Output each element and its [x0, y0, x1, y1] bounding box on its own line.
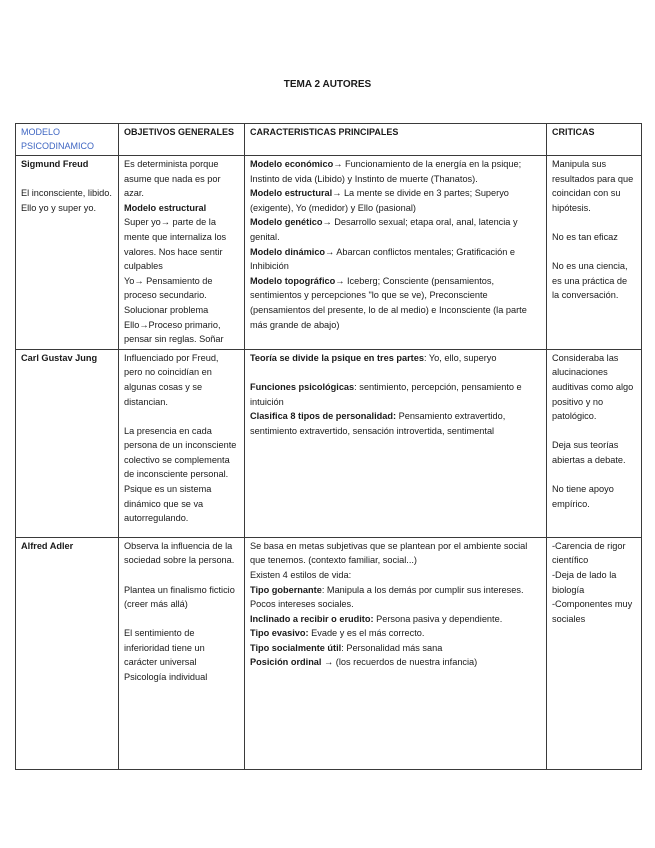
objective-text: La presencia en cada persona de un inconsciente colectivo se complementa de inconsciente personal. — [124, 425, 237, 480]
critique-text: -Carencia de rigor científico — [552, 540, 626, 566]
authors-table — [15, 123, 642, 770]
characteristic-item: Tipo gobernante: Manipula a los demás por cumplir sus intereses. Pocos intereses sociales. — [250, 584, 524, 610]
author-cell — [16, 156, 119, 350]
critique-text: No es una ciencia, es una práctica de la conversación. — [552, 261, 628, 301]
table-row — [16, 156, 642, 350]
critique-text: Deja sus teorías abiertas a debate. — [552, 440, 626, 465]
critique-text: No es tan eficaz — [552, 231, 618, 242]
critiques-cell — [547, 349, 642, 537]
author-cell — [16, 349, 119, 537]
objective-text: Yo→ Pensamiento de proceso secundario. Solucionar problema — [124, 275, 213, 315]
header-characteristics: CARACTERISTICAS PRINCIPALES — [245, 124, 547, 156]
objective-text: Plantea un finalismo ficticio (creer más allá) — [124, 584, 235, 610]
critique-text: No tiene apoyo empírico. — [552, 484, 614, 509]
header-model: MODELO PSICODINAMICO — [16, 124, 119, 156]
characteristic-text: Se basa en metas subjetivas que se plantean por el ambiente social que tenemos. (contexto familiar, social...) — [250, 540, 528, 566]
critiques-cell — [547, 537, 642, 769]
characteristic-item: Clasifica 8 tipos de personalidad: Pensamiento extravertido, sentimiento extravertido, sensación introvertida, sentimental — [250, 411, 506, 436]
characteristics-cell — [245, 537, 547, 769]
objective-heading: Modelo estructural — [124, 202, 207, 213]
header-critiques: CRITICAS — [547, 124, 642, 156]
objective-text: Super yo→ parte de la mente que internaliza los valores. Nos hace sentir culpables — [124, 217, 227, 272]
author-name: Carl Gustav Jung — [21, 352, 98, 363]
characteristic-item: Posición ordinal → (los recuerdos de nuestra infancia) — [250, 657, 478, 668]
critiques-cell — [547, 156, 642, 350]
document-title: TEMA 2 AUTORES — [283, 79, 372, 90]
author-note: El inconsciente, libido. Ello yo y super yo. — [21, 188, 112, 213]
characteristic-item: Modelo topográfico→ Iceberg; Consciente (pensamientos, sentimientos y percepciones "lo que se ve), Preconsciente (pensamientos del presente, lo de al medio) e Inconsciente (la parte más grande de abajo) — [250, 275, 527, 330]
author-cell — [16, 537, 119, 769]
author-name: Alfred Adler — [21, 540, 74, 551]
characteristic-item: Modelo estructural→ La mente se divide en 3 partes; Superyo (exigente), Yo (medidor) y Ello (pasional) — [250, 188, 509, 213]
characteristic-item: Modelo dinámico→ Abarcan conflictos mentales; Gratificación e Inhibición — [250, 246, 516, 272]
table-row — [16, 349, 642, 537]
objective-text: Observa la influencia de la sociedad sobre la persona. — [124, 540, 235, 566]
objectives-cell — [119, 349, 245, 537]
critique-text: Consideraba las alucinaciones auditivas como algo positivo y no patológico. — [552, 352, 634, 422]
objectives-cell — [119, 537, 245, 769]
objectives-cell — [119, 156, 245, 350]
objective-text: Ello→Proceso primario, pensar sin reglas. Soñar — [124, 319, 224, 345]
objective-text: Psicología individual — [124, 672, 208, 683]
critique-text: -Componentes muy sociales — [552, 599, 633, 624]
characteristic-item: Modelo genético→ Desarrollo sexual; etapa oral, anal, latencia y genital. — [250, 217, 518, 242]
header-row — [16, 124, 642, 156]
characteristics-cell — [245, 156, 547, 350]
author-name: Sigmund Freud — [21, 159, 89, 169]
characteristic-item: Funciones psicológicas: sentimiento, percepción, pensamiento e intuición — [250, 381, 522, 407]
characteristics-cell — [245, 349, 547, 537]
characteristic-item: Tipo socialmente útil: Personalidad más sana — [250, 642, 443, 653]
characteristic-item: Inclinado a recibir o erudito: Persona pasiva y dependiente. — [250, 613, 503, 624]
header-objectives: OBJETIVOS GENERALES — [119, 124, 245, 156]
table-row — [16, 537, 642, 769]
characteristic-item: Tipo evasivo: Evade y es el más correcto. — [250, 628, 425, 639]
objective-text: El sentimiento de inferioridad tiene un carácter universal — [124, 628, 205, 668]
characteristic-text: Existen 4 estilos de vida: — [250, 569, 352, 580]
characteristic-item: Teoría se divide la psique en tres partes: Yo, ello, superyo — [250, 352, 497, 363]
objective-text: Es determinista porque asume que nada es por azar. — [124, 159, 221, 199]
objective-text: Psique es un sistema dinámico que se va autorregulando. — [124, 484, 212, 524]
critique-text: -Deja de lado la biología — [552, 569, 617, 595]
objective-text: Influenciado por Freud, pero no coincidían en algunas cosas y se distancian. — [124, 352, 219, 407]
critique-text: Manipula sus resultados para que coincidan con su hipótesis. — [552, 159, 634, 213]
characteristic-item: Modelo económico→ Funcionamiento de la energía en la psique; Instinto de vida (Libido) y Instinto de muerte (Thanatos). — [250, 159, 522, 184]
